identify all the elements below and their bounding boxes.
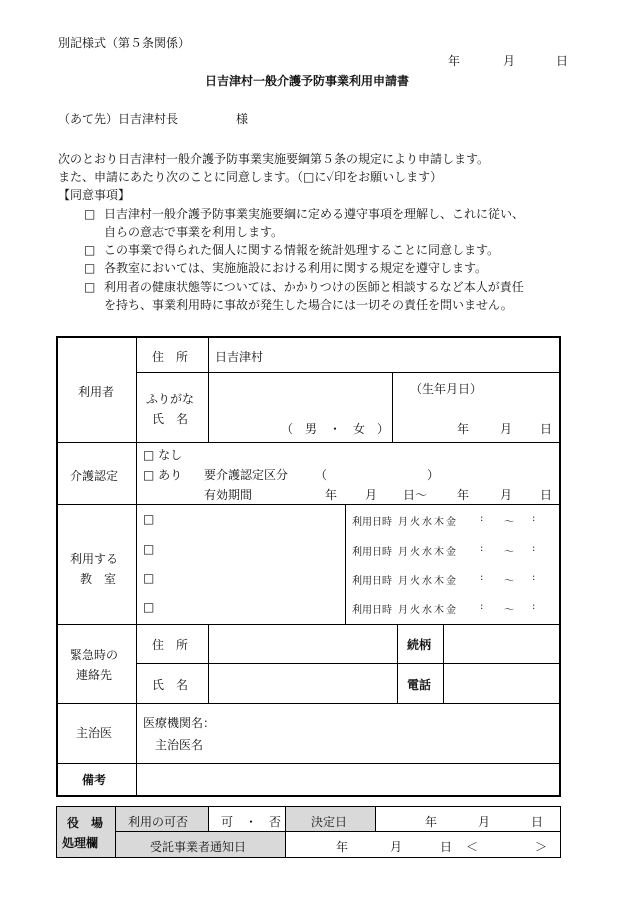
consent-item-2[interactable] (84, 241, 584, 259)
weekday-options[interactable]: 月火水木金 (398, 576, 458, 587)
office-label-2: 処理欄 (62, 836, 99, 850)
remarks-input[interactable] (140, 766, 558, 794)
decision-month[interactable]: 月 (478, 815, 491, 829)
time-label: 利用日時 (352, 576, 392, 587)
furigana-label: ふりがな (146, 392, 195, 406)
time-end[interactable]: : (532, 513, 536, 524)
time-end[interactable]: : (532, 601, 536, 612)
addressee: （あて先）日吉津村長 (58, 112, 179, 126)
dob-year[interactable]: 年 (457, 422, 470, 436)
doctor-name-label: 主治医名 (155, 738, 204, 752)
consent-item-1[interactable] (84, 205, 584, 241)
class-checkbox[interactable]: □ (143, 571, 155, 585)
decision-day[interactable]: 日 (531, 815, 544, 829)
institution-label: 医療機関名： (143, 716, 216, 730)
emergency-name-input[interactable] (212, 667, 392, 699)
time-end[interactable]: : (532, 572, 536, 583)
validity-year-start[interactable]: 年 (325, 488, 338, 502)
consent-text: 日吉津村一般介護予防事業実施要綱に定める遵守事項を理解し、これに従い、 (104, 207, 525, 221)
approval-options[interactable]: 可 ・ 否 (221, 815, 282, 829)
time-tilde: ～ (504, 605, 514, 616)
consent-text-cont: 自らの意志で事業を利用します。 (104, 225, 284, 239)
date-month: 月 (503, 54, 516, 68)
time-end[interactable]: : (532, 543, 536, 554)
consent-text: この事業で得られた個人に関する情報を統計処理することに同意します。 (104, 243, 500, 257)
address-input[interactable]: 日吉津村 (215, 350, 264, 364)
consent-checkbox[interactable]: □ (84, 207, 96, 221)
class-label-2: 教 室 (80, 572, 117, 586)
time-start[interactable]: : (480, 601, 484, 612)
notify-bracket-close: ＞ (535, 840, 548, 854)
dob-label: （生年月日） (410, 382, 483, 396)
dob-month[interactable]: 月 (500, 422, 513, 436)
date-day: 日 (556, 54, 569, 68)
time-tilde: ～ (504, 576, 514, 587)
name-input[interactable] (212, 378, 388, 418)
care-level-paren-open: （ (315, 468, 328, 482)
date-year: 年 (448, 54, 461, 68)
class-checkbox[interactable]: □ (143, 512, 155, 526)
consent-heading: 【同意事項】 (58, 188, 131, 202)
emergency-name-label: 氏 名 (152, 678, 189, 692)
time-label: 利用日時 (352, 605, 392, 616)
class-checkbox[interactable]: □ (143, 600, 155, 614)
remarks-label: 備考 (82, 773, 107, 787)
notify-month[interactable]: 月 (390, 840, 403, 854)
care-level-label: 要介護認定区分 (204, 468, 289, 482)
weekday-options[interactable]: 月火水木金 (398, 547, 458, 558)
care-yes-checkbox[interactable]: □ あり (143, 468, 183, 482)
decision-date-label: 決定日 (311, 815, 348, 829)
care-level-paren-close: ） (427, 468, 440, 482)
time-start[interactable]: : (480, 543, 484, 554)
time-label: 利用日時 (352, 547, 392, 558)
intro-line-2: また、申請にあたり次のことに同意します。（□に✓印をお願いします） (58, 170, 443, 184)
consent-checkbox[interactable]: □ (84, 261, 96, 275)
time-label: 利用日時 (352, 517, 392, 528)
class-checkbox[interactable]: □ (143, 542, 155, 556)
name-label: 氏 名 (152, 412, 189, 426)
validity-day-end[interactable]: 日 (540, 488, 553, 502)
notify-bracket-open: ＜ (466, 840, 479, 854)
validity-month-start[interactable]: 月 (365, 488, 378, 502)
consent-checkbox[interactable]: □ (84, 243, 96, 257)
doctor-label: 主治医 (76, 726, 113, 740)
dob-day[interactable]: 日 (540, 422, 553, 436)
user-label: 利用者 (78, 385, 115, 399)
consent-text-cont: を持ち、事業利用時に事故が発生した場合には一切その責任を問いません。 (104, 298, 513, 312)
care-none-checkbox[interactable]: □ なし (143, 448, 183, 462)
relation-input[interactable] (447, 628, 557, 660)
time-tilde: ～ (504, 547, 514, 558)
weekday-options[interactable]: 月火水木金 (398, 605, 458, 616)
notify-date-label: 受託事業者通知日 (150, 840, 247, 854)
form-reference: 別記様式（第５条関係） (58, 36, 191, 50)
validity-month-end[interactable]: 月 (500, 488, 513, 502)
emergency-label-1: 緊急時の (70, 648, 119, 662)
decision-year[interactable]: 年 (425, 815, 438, 829)
class-label-1: 利用する (70, 552, 119, 566)
office-label-1: 役 場 (67, 816, 104, 830)
notify-year[interactable]: 年 (336, 840, 349, 854)
notify-day[interactable]: 日 (440, 840, 453, 854)
validity-label: 有効期間 (204, 488, 253, 502)
addressee-suffix: 様 (236, 112, 249, 126)
consent-text: 各教室においては、実施施設における利用に関する規定を遵守します。 (104, 261, 488, 275)
approval-label: 利用の可否 (128, 815, 189, 829)
emergency-address-label: 住 所 (152, 638, 189, 652)
consent-item-3[interactable] (84, 259, 584, 277)
emergency-label-2: 連絡先 (76, 668, 113, 682)
page-title: 日吉津村一般介護予防事業利用申請書 (205, 74, 410, 88)
gender-select[interactable]: （ 男 ・ 女 ） (281, 422, 390, 436)
consent-checkbox[interactable]: □ (84, 280, 96, 294)
time-start[interactable]: : (480, 513, 484, 524)
consent-text: 利用者の健康状態等については、かかりつけの医師と相談するなど本人が責任 (104, 280, 524, 294)
validity-day-start[interactable]: 日～ (403, 488, 428, 502)
consent-item-4[interactable] (84, 278, 584, 314)
emergency-address-input[interactable] (212, 628, 392, 660)
weekday-options[interactable]: 月火水木金 (398, 517, 458, 528)
phone-label: 電話 (407, 678, 432, 692)
intro-line-1: 次のとおり日吉津村一般介護予防事業実施要綱第５条の規定により申請します。 (58, 152, 490, 166)
validity-year-end[interactable]: 年 (457, 488, 470, 502)
time-tilde: ～ (504, 517, 514, 528)
address-label: 住 所 (152, 350, 189, 364)
care-certification-label: 介護認定 (70, 469, 119, 483)
time-start[interactable]: : (480, 572, 484, 583)
relation-label: 続柄 (407, 638, 432, 652)
phone-input[interactable] (447, 667, 557, 699)
